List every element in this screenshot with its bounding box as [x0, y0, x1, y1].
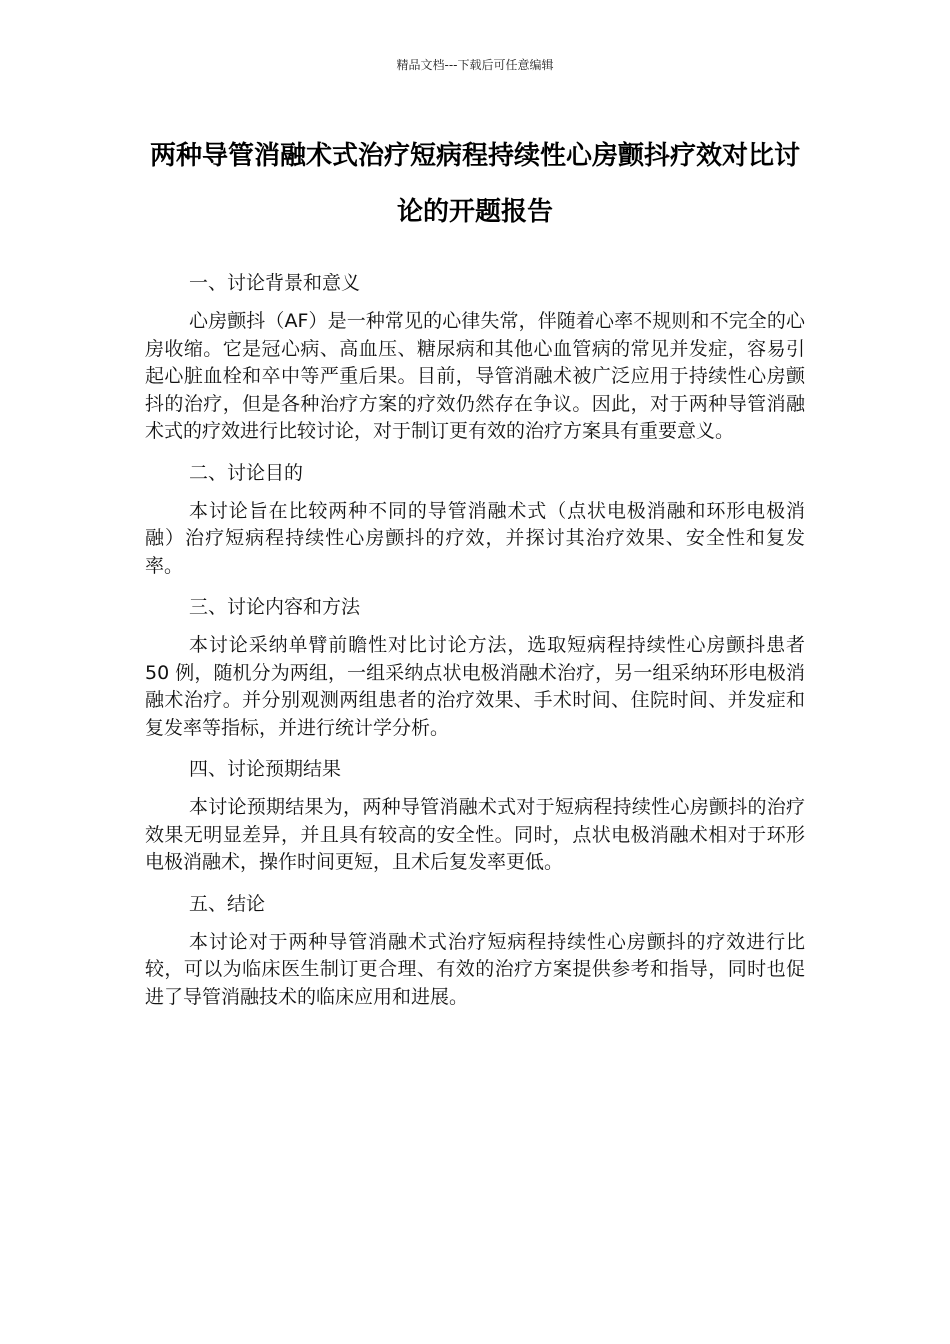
section-heading-expected-results: 四、讨论预期结果 — [189, 758, 342, 780]
section-text-conclusion: 本讨论对于两种导管消融术式治疗短病程持续性心房颤抖的疗效进行比较，可以为临床医生制订更合理、有效的治疗方案提供参考和指导，同时也促进了导管消融技术的临床应用和进展。 — [145, 930, 805, 1008]
section-text-methods: 本讨论采纳单臂前瞻性对比讨论方法，选取短病程持续性心房颤抖患者 50 例，随机分为两组，一组采纳点状电极消融术治疗，另一组采纳环形电极消融术治疗。并分别观测两组患者的治疗效果、手术时间、住院时间、并发症和复发率等指标，并进行统计学分析。 — [145, 634, 805, 739]
document-body — [145, 268, 805, 1023]
document-title: 两种导管消融术式治疗短病程持续性心房颤抖疗效对比讨论的开题报告 — [149, 141, 800, 227]
header-note: 精品文档---下载后可任意编辑 — [396, 58, 554, 72]
section-heading-methods: 三、讨论内容和方法 — [189, 596, 361, 618]
section-heading-conclusion: 五、结论 — [189, 892, 266, 915]
section-text-purpose: 本讨论旨在比较两种不同的导管消融术式（点状电极消融和环形电极消融）治疗短病程持续性心房颤抖的疗效，并探讨其治疗效果、安全性和复发率。 — [145, 499, 805, 577]
section-heading-background: 一、讨论背景和意义 — [189, 272, 361, 294]
section-heading-purpose: 二、讨论目的 — [189, 461, 304, 484]
section-text-expected-results: 本讨论预期结果为，两种导管消融术式对于短病程持续性心房颤抖的治疗效果无明显差异，并且具有较高的安全性。同时，点状电极消融术相对于环形电极消融术，操作时间更短，且术后复发率更低。 — [145, 796, 805, 873]
section-text-background: 心房颤抖（AF）是一种常见的心律失常，伴随着心率不规则和不完全的心房收缩。它是冠心病、高血压、糖尿病和其他心血管病的常见并发症，容易引起心脏血栓和卒中等严重后果。目前，导管消融术被广泛应用于持续性心房颤抖的治疗，但是各种治疗方案的疗效仍然存在争议。因此，对于两种导管消融术式的疗效进行比较讨论，对于制订更有效的治疗方案具有重要意义。 — [145, 310, 805, 442]
